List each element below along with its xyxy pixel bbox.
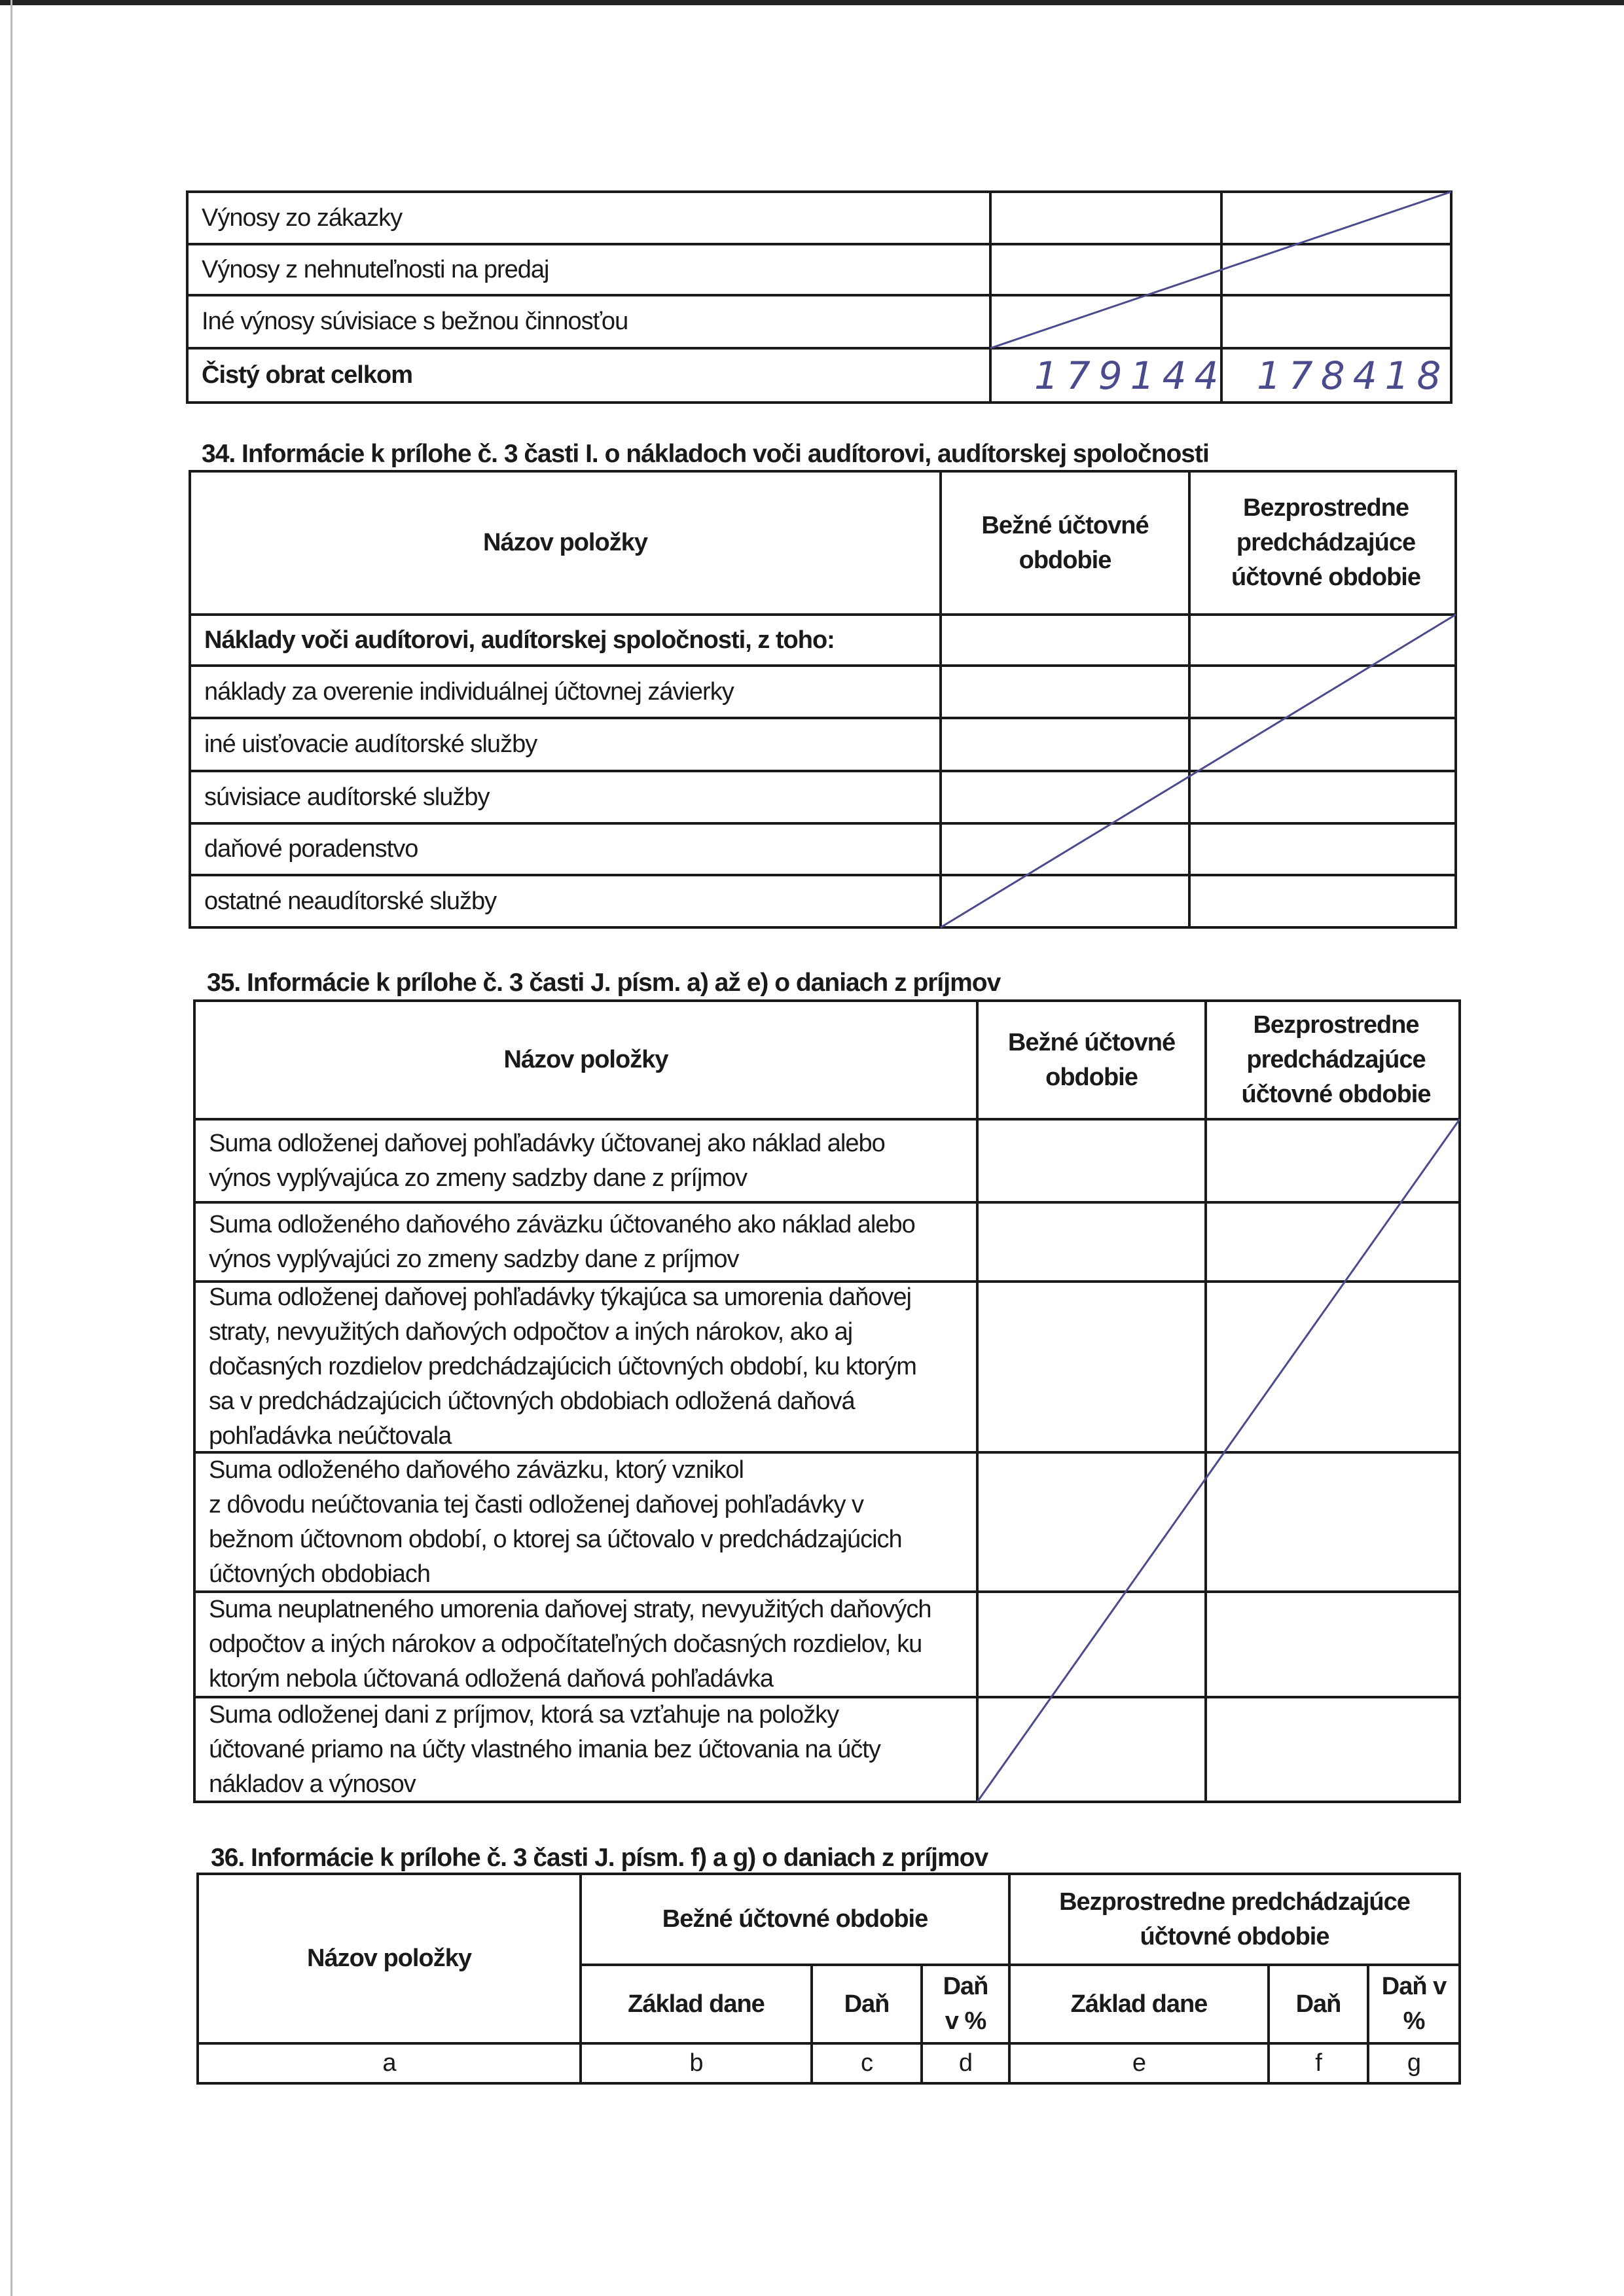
row-label-line: sa v predchádzajúcich účtovných obdobiach odložená daňová (209, 1388, 855, 1415)
row-label (194, 1119, 977, 1202)
column-letter: g (1407, 2049, 1421, 2077)
row-label-line: Suma odloženého daňového záväzku, ktorý vznikol (209, 1456, 744, 1484)
row-label (194, 1202, 977, 1282)
column-letter: b (689, 2049, 703, 2077)
sub-header: Daň v % (1381, 1973, 1447, 2035)
row-label-line: pohľadávka neúčtovala (209, 1422, 452, 1450)
column-letter: e (1132, 2049, 1146, 2077)
row-label-line: výnos vyplývajúci zo zmeny sadzby dane z príjmov (209, 1245, 739, 1273)
sub-header: Základ dane (628, 1990, 765, 2018)
row-label (194, 1697, 977, 1802)
row-label-line: straty, nevyužitých daňových odpočtov a iných nárokov, ako aj (209, 1318, 853, 1346)
sub-header: Daň (844, 1990, 890, 2018)
col-header-previous: Bezprostredne predchádzajúce účtovné obdobie (1241, 1011, 1431, 1108)
col-header-current: Bežné účtovné obdobie (1007, 1028, 1176, 1091)
column-letter: f (1315, 2049, 1322, 2077)
row-label: daňové poradenstvo (204, 835, 418, 863)
sub-header: Daň (1295, 1990, 1341, 2018)
row-label (194, 1592, 977, 1697)
section-36-heading: 36. Informácie k prílohe č. 3 časti J. písm. f) a g) o daniach z príjmov (211, 1844, 988, 1872)
column-letter: d (958, 2049, 973, 2077)
col-header-current: Bežné účtovné obdobie (662, 1905, 928, 1933)
col-header-name: Názov položky (483, 529, 647, 556)
row-label-line: účtovných obdobiach (209, 1560, 431, 1588)
column-letter: c (861, 2049, 873, 2077)
row-label-line: výnos vyplývajúca zo zmeny sadzby dane z príjmov (209, 1164, 748, 1192)
row-label-total: Čistý obrat celkom (202, 361, 412, 389)
row-label (194, 1452, 977, 1592)
row-label-line: dočasných rozdielov predchádzajúcich účtovných období, ku ktorým (209, 1353, 916, 1380)
section-35-heading: 35. Informácie k prílohe č. 3 časti J. písm. a) až e) o daniach z príjmov (207, 969, 1001, 997)
row-label: Iné výnosy súvisiace s bežnou činnosťou (202, 308, 628, 335)
row-label-line: nákladov a výnosov (209, 1770, 416, 1798)
row-label-line: odpočtov a iných nárokov a odpočítateľných dočasných rozdielov, ku (209, 1630, 922, 1658)
row-label: Výnosy z nehnuteľnosti na predaj (202, 255, 549, 283)
row-label: náklady za overenie individuálnej účtovnej závierky (204, 677, 734, 706)
row-label: súvisiace audítorské služby (204, 783, 490, 811)
row-label: Výnosy zo zákazky (202, 204, 403, 232)
handwritten-previous-total: 178418 (1257, 353, 1449, 398)
col-header-current: Bežné účtovné obdobie (981, 511, 1149, 574)
col-header-previous: Bezprostredne predchádzajúce účtovné obdobie (1231, 494, 1420, 591)
row-label-line: Suma odloženej dani z príjmov, ktorá sa vzťahuje na položky (209, 1700, 839, 1729)
row-label-line: Suma odloženého daňového záväzku účtovaného ako náklad alebo (209, 1210, 915, 1238)
col-header-name: Názov položky (307, 1945, 471, 1972)
row-label: iné uisťovacie audítorské služby (204, 730, 537, 758)
row-label-line: z dôvodu neúčtovania tej časti odloženej daňovej pohľadávky v (209, 1490, 864, 1518)
row-label-line: Suma neuplatneného umorenia daňovej straty, nevyužitých daňových (209, 1596, 931, 1623)
sub-header: Daň v % (943, 1973, 988, 2035)
row-label-line: bežnom účtovnom období, o ktorej sa účtovalo v predchádzajúcich (209, 1525, 902, 1553)
row-label-line: Suma odloženej daňovej pohľadávky týkajúca sa umorenia daňovej (209, 1283, 911, 1311)
row-label (194, 1282, 977, 1452)
section-34-heading: 34. Informácie k prílohe č. 3 časti I. o nákladoch voči audítorovi, audítorskej spoločnosti (202, 440, 1209, 468)
handwritten-current-total: 179144 (1034, 353, 1227, 398)
row-label-line: Suma odloženej daňovej pohľadávky účtovanej ako náklad alebo (209, 1129, 885, 1157)
strike-line-35 (977, 1119, 1460, 1802)
col-header-previous: Bezprostredne predchádzajúce účtovné obdobie (1059, 1888, 1410, 1950)
col-header-name: Názov položky (503, 1046, 668, 1073)
column-letter: a (382, 2049, 396, 2077)
row-label-line: účtované priamo na účty vlastného imania bez účtovania na účty (209, 1735, 880, 1763)
row-label-line: ktorým nebola účtovaná odložená daňová pohľadávka (209, 1665, 774, 1693)
row-label: ostatné neaudítorské služby (204, 887, 497, 915)
sub-header: Základ dane (1070, 1990, 1208, 2018)
row-label: Náklady voči audítorovi, audítorskej spoločnosti, z toho: (204, 626, 835, 654)
